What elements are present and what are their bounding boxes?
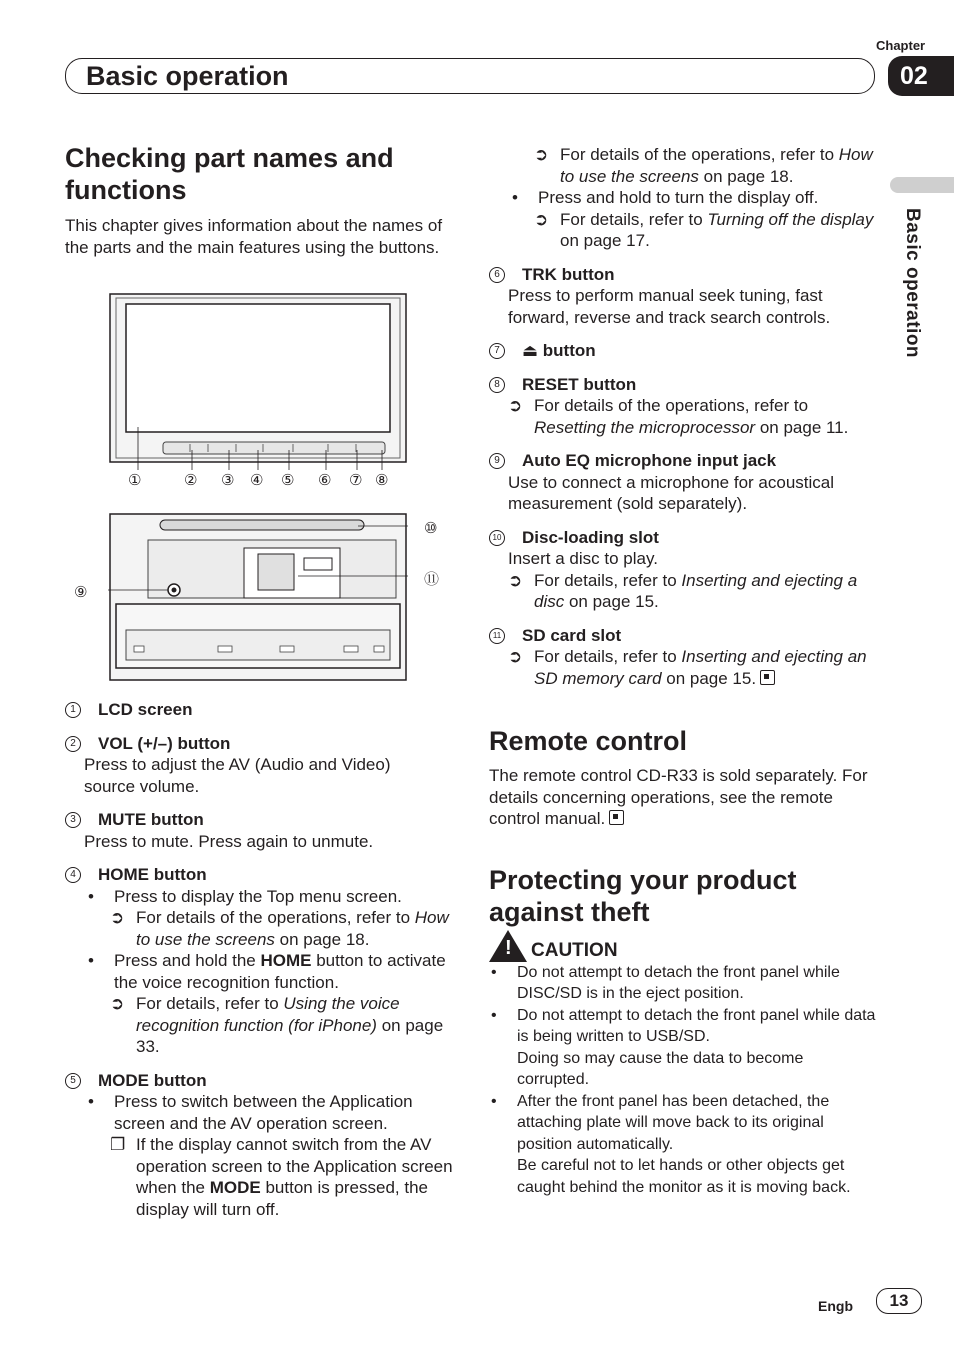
figure1-label-7: ⑦ [349, 472, 363, 489]
item-number: 6 [489, 267, 505, 283]
arrow-icon: ➲ [534, 209, 549, 229]
bullet-item: • Press to display the Top menu screen. [88, 886, 402, 906]
warning-icon: ! [489, 930, 527, 962]
item-text: Use to connect a microphone for acoustical measurement (sold separately). [508, 472, 835, 513]
item-title: SD card slot [522, 625, 622, 645]
side-tab-marker [890, 177, 954, 193]
bullet-item: • Press and hold to turn the display off. [512, 188, 819, 207]
arrow-icon: ➲ [508, 396, 523, 415]
item-trk-button [489, 264, 879, 286]
left-items [65, 699, 455, 1220]
section-end-icon [609, 810, 624, 825]
item-number: 11 [489, 628, 505, 644]
right-column [489, 144, 879, 1198]
item-title: TRK button [522, 264, 615, 284]
item-reset-button [489, 374, 879, 396]
arrow-icon: ➲ [508, 647, 523, 666]
item-number: 10 [489, 530, 505, 546]
note-item: ❐ If the display cannot switch from the AV operation screen to the Application screen when the MODE button is pressed, the display will turn off. [110, 1135, 453, 1219]
arrow-icon: ➲ [110, 994, 125, 1013]
section-end-icon [760, 670, 775, 685]
item-title: LCD screen [98, 700, 193, 719]
reference-item: ➲ For details, refer to Turning off the display on page 17. [534, 209, 874, 250]
reference-item: ➲ For details, refer to Inserting and ejecting an SD memory card on page 15. [508, 647, 867, 688]
figure1-label-4: ④ [250, 472, 264, 489]
figure1-label-2: ② [184, 472, 198, 489]
item-title: RESET button [522, 374, 637, 394]
side-tab-label: Basic operation [902, 208, 923, 359]
chapter-label: Chapter [876, 38, 926, 53]
item-title: Auto EQ microphone input jack [522, 451, 777, 470]
bullet-item: • Press to switch between the Application screen and the AV operation screen. [88, 1092, 413, 1133]
reference-item: ➲ For details of the operations, refer to How to use the screens on page 18. [534, 145, 873, 186]
item-lcd-screen [65, 699, 455, 721]
item-number: 5 [65, 1073, 81, 1089]
caution-block [489, 930, 879, 962]
note-box-icon: ❐ [110, 1135, 126, 1154]
figure2-label-10: ⑩ [424, 520, 438, 537]
section-title: Basic operation [86, 61, 289, 91]
page-number: 13 [876, 1288, 922, 1314]
reference-item: ➲ For details of the operations, refer to How to use the screens on page 18. [110, 908, 449, 949]
caution-bullet: • Do not attempt to detach the front panel while data is being written to USB/SD. Doing so may cause the data to become corrupted. [491, 1006, 876, 1088]
item-text: Press to perform manual seek tuning, fast forward, reverse and track search controls. [508, 286, 831, 327]
item-text: Press to adjust the AV (Audio and Video) source volume. [84, 755, 391, 796]
theft-heading: Protecting your product against theft [489, 864, 797, 927]
item-text: Press to mute. Press again to unmute. [84, 831, 374, 851]
arrow-icon: ➲ [508, 570, 523, 590]
figure2-label-9: ⑨ [74, 584, 88, 601]
item-title: ⏏ button [522, 341, 596, 360]
item-title: MUTE button [98, 810, 204, 829]
item-auto-eq-jack [489, 450, 879, 472]
item-number: 2 [65, 736, 81, 752]
remote-control-heading: Remote control [489, 726, 688, 756]
arrow-icon: ➲ [534, 145, 549, 164]
item-number: 7 [489, 343, 505, 359]
remote-control-text: The remote control CD-R33 is sold separately. For details concerning operations, see the remote control manual. [489, 766, 868, 828]
item-disc-slot [489, 527, 879, 549]
item-title: VOL (+/–) button [98, 733, 231, 753]
left-column [65, 142, 455, 258]
reference-item: ➲ For details, refer to Inserting and ejecting a disc on page 15. [508, 570, 858, 611]
bullet-item: • Press and hold the HOME button to activate the voice recognition function. [88, 951, 446, 992]
item-title: HOME button [98, 865, 207, 884]
arrow-icon: ➲ [110, 908, 125, 927]
item-sd-slot [489, 625, 879, 647]
caution-label: CAUTION [531, 939, 618, 961]
item-mute-button [65, 809, 455, 831]
figure1-label-5: ⑤ [281, 472, 295, 489]
item-number: 1 [65, 702, 81, 718]
figure1-label-1: ① [128, 472, 142, 489]
page-title: Checking part names and functions [65, 143, 394, 205]
item-title: Disc-loading slot [522, 527, 659, 547]
item-mode-button [65, 1070, 455, 1092]
language-code: Engb [818, 1298, 853, 1314]
item-vol-button [65, 733, 455, 755]
reference-item: ➲ For details, refer to Using the voice recognition function (for iPhone) on page 33. [110, 994, 444, 1056]
reference-item: ➲ For details of the operations, refer to Resetting the microprocessor on page 11. [508, 396, 849, 437]
item-number: 9 [489, 453, 505, 469]
caution-bullet: • After the front panel has been detached, the attaching plate will move back to its original position automatically. Be careful not to let hands or other objects get caught behind the monitor as it is moving back. [491, 1092, 851, 1196]
rear-panel-figure [108, 512, 408, 684]
front-panel-figure [108, 292, 408, 490]
item-number: 8 [489, 377, 505, 393]
item-title: MODE button [98, 1070, 207, 1090]
item-home-button [65, 864, 455, 886]
caution-bullet: • Do not attempt to detach the front panel while DISC/SD is in the eject position. [491, 963, 840, 1002]
item-text: Insert a disc to play. [508, 549, 658, 568]
item-eject-button [489, 340, 879, 362]
figure1-label-6: ⑥ [318, 472, 332, 489]
item-number: 3 [65, 812, 81, 828]
figure2-label-11: ⑪ [424, 571, 440, 588]
figure1-label-3: ③ [221, 472, 235, 489]
chapter-number: 02 [888, 56, 954, 96]
figure1-label-8: ⑧ [375, 472, 389, 489]
item-number: 4 [65, 867, 81, 883]
intro-text: This chapter gives information about the names of the parts and the main features using the buttons. [65, 216, 443, 257]
